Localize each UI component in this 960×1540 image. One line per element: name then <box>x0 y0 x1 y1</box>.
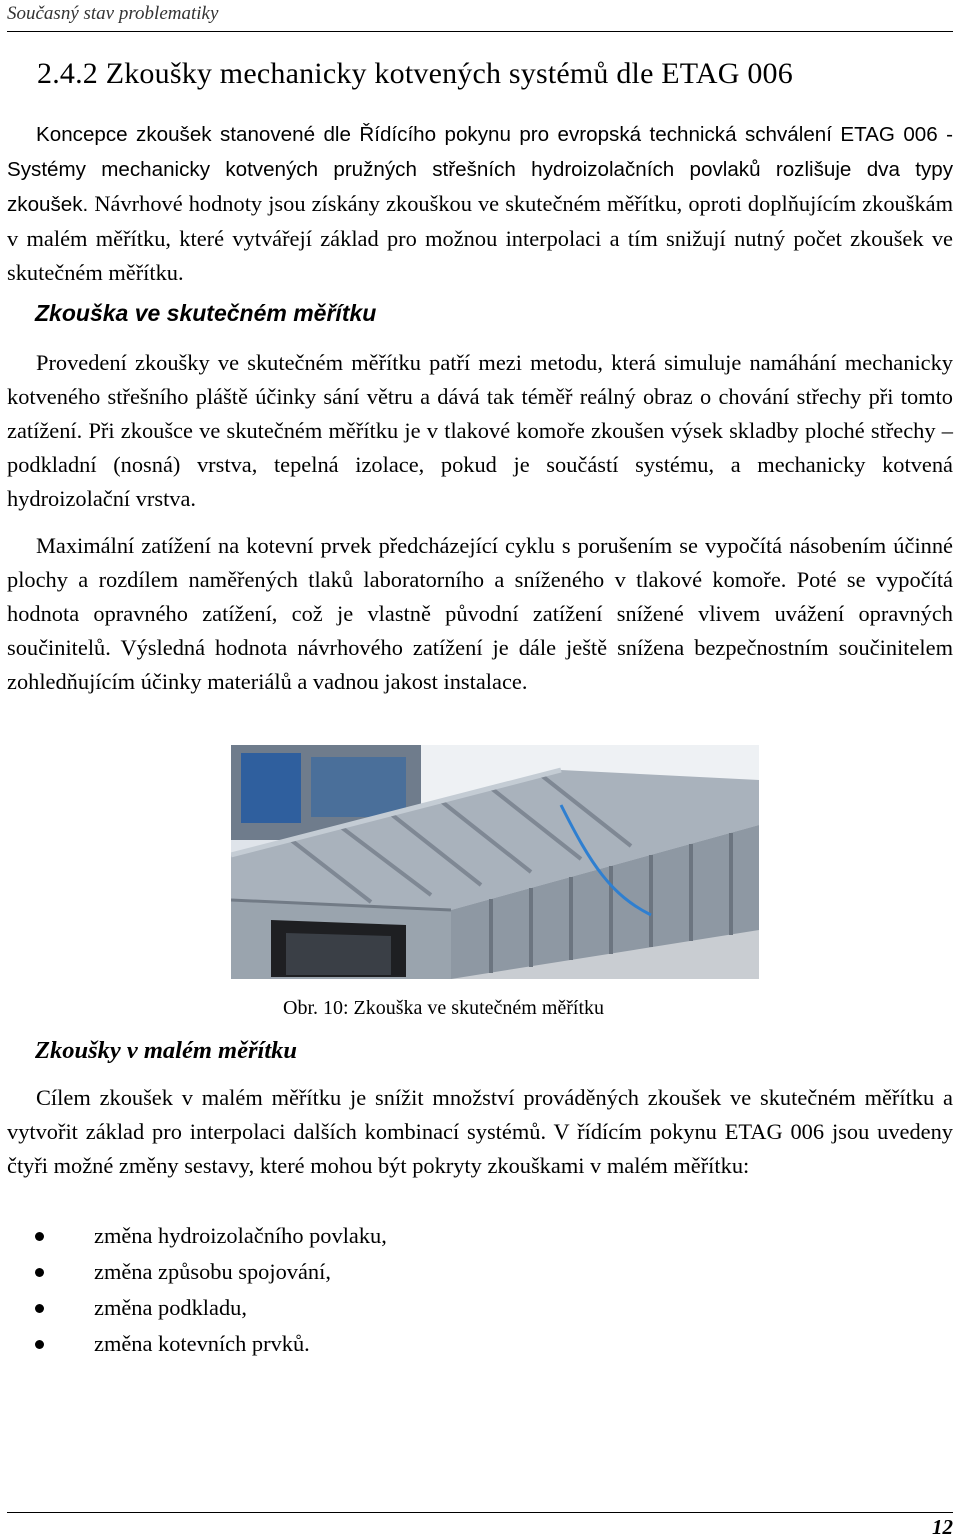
list-item <box>7 1290 387 1326</box>
full-scale-test-photo <box>231 745 759 979</box>
running-header <box>7 0 953 32</box>
subheading-small-scale: Zkoušky v malém měřítku <box>35 1037 297 1064</box>
running-header-title: Současný stav problematiky <box>7 3 219 24</box>
bullet-icon <box>35 1232 44 1241</box>
subheading-full-scale: Zkouška ve skutečném měřítku <box>35 300 377 326</box>
full-scale-paragraph-1: Provedení zkoušky ve skutečném měřítku patří mezi metodu, která simuluje namáhání mechanicky kotveného střešního pláště účinky sání větru a dává tak téměř reálný obraz o chování střechy při tomto zatížení. Při zkoušce ve skutečném měřítku je v tlakové komoře zkoušen výsek skladby ploché střechy – podkladní (nosná) vrstva, tepelná izolace, pokud je součástí systému, a mechanicky kotvená hydroizolační vrstva. <box>7 350 953 511</box>
list-item-text: změna hydroizolačního povlaku, <box>94 1223 387 1248</box>
list-item-text: změna kotevních prvků. <box>94 1331 310 1356</box>
test-chamber-illustration <box>231 745 759 979</box>
list-item-text: změna způsobu spojování, <box>94 1259 331 1284</box>
bullet-list <box>7 1218 387 1362</box>
small-scale-paragraph: Cílem zkoušek v malém měřítku je snížit množství prováděných zkoušek ve skutečném měřítku a vytvořit základ pro interpolaci dalších kombinací systémů. V řídícím pokynu ETAG 006 jsou uvedeny čtyři možné změny sestavy, které mohou být pokryty zkouškami v malém měřítku: <box>7 1085 953 1178</box>
list-item <box>7 1326 387 1362</box>
bullet-icon <box>35 1340 44 1349</box>
page-number: 12 <box>932 1515 953 1539</box>
intro-paragraph-sans: Koncepce zkoušek stanovené dle Řídícího pokynu pro evropská technická schválení ETAG 006 - Systémy mechanicky kotvených pružných střešních hydroizolačních povlaků rozlišuje dva typy zkoušek. <box>7 123 953 216</box>
bullet-icon <box>35 1268 44 1277</box>
list-item <box>7 1218 387 1254</box>
full-scale-paragraph-2: Maximální zatížení na kotevní prvek předcházející cyklu s porušením se vypočítá násobením účinné plochy a rozdílem naměřených tlaků laboratorního a sníženého v tlakové komoře. Poté se vypočítá hodnota opravného zatížení, což je vlastně původní zatížení snížené vlivem uvážení opravných součinitelů. Výsledná hodnota návrhového zatížení je dále ještě snížena bezpečnostním součinitelem zohledňujícím účinky materiálů a vadnou jakost instalace. <box>7 533 953 694</box>
figure-caption: Obr. 10: Zkouška ve skutečném měřítku <box>283 997 605 1019</box>
list-item <box>7 1254 387 1290</box>
intro-paragraph-serif: Návrhové hodnoty jsou získány zkouškou ve skutečném měřítku, oproti doplňujícím zkouškám v malém měřítku, které vytvářejí základ pro možnou interpolaci a tím snižují nutný počet zkoušek ve skutečném měřítku. <box>7 191 953 285</box>
list-item-text: změna podkladu, <box>94 1295 247 1320</box>
bullet-icon <box>35 1304 44 1313</box>
section-heading: 2.4.2 Zkoušky mechanicky kotvených systémů dle ETAG 006 <box>37 57 793 90</box>
page-footer <box>7 1512 953 1540</box>
intro-paragraph <box>7 117 953 290</box>
